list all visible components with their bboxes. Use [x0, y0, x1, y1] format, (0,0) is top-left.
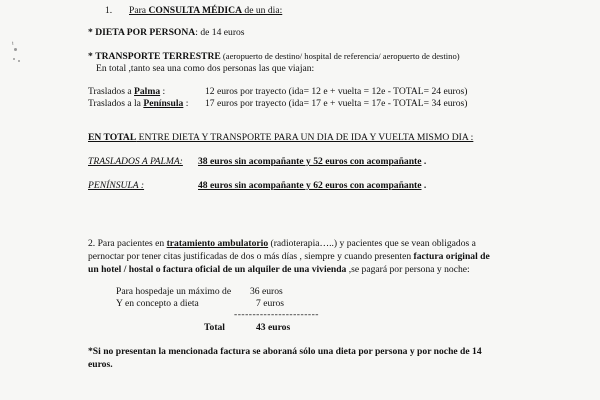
section2-line2: pernoctar por tener citas justificadas de dos o más días , siempre y cuando presenten factura original de: [88, 251, 490, 262]
dieta-line: * DIETA POR PERSONA: de 14 euros: [88, 27, 245, 38]
total-peninsula-value: 48 euros sin acompañante y 62 euros con acompañante .: [198, 180, 427, 191]
section2-line1: 2. Para pacientes en tratamiento ambulatorio (radioterapia…..) y pacientes que se vean obligados a: [88, 238, 476, 249]
total-label: Total: [204, 322, 225, 333]
separator-line: -----------------------: [234, 309, 319, 320]
scan-spot: [13, 58, 15, 60]
scan-spot: [14, 48, 17, 51]
scan-spot: [18, 60, 20, 62]
total-value: 43 euros: [256, 322, 291, 333]
dieta-concepto-value: 7 euros: [256, 298, 284, 309]
section2-line3: un hotel / hostal o factura oficial de un alquiler de una vivienda ,se pagará por persona y noche:: [88, 264, 470, 275]
footnote-line2: euros.: [88, 359, 113, 370]
scan-mark: ⁱ: [12, 40, 14, 49]
footnote-line1: *Si no presentan la mencionada factura se aboraná sólo una dieta por persona y por noche de 14: [88, 346, 482, 357]
en-total-heading: EN TOTAL ENTRE DIETA Y TRANSPORTE PARA UN DIA DE IDA Y VUELTA MISMO DIA :: [88, 132, 474, 143]
hospedaje-label: Para hospedaje un máximo de: [116, 286, 232, 297]
transporte-line: * TRANSPORTE TERRESTRE (aeropuerto de destino/ hospital de referencia/ aeropuerto de destino): [88, 51, 460, 62]
total-peninsula-label: PENÍNSULA :: [88, 180, 145, 191]
hospedaje-value: 36 euros: [250, 286, 283, 297]
traslado-palma-detail: 12 euros por trayecto (ida= 12 e + vuelta = 12e - TOTAL= 24 euros): [205, 86, 468, 97]
traslado-palma-label: Traslados a Palma :: [88, 86, 166, 97]
total-palma-value: 38 euros sin acompañante y 52 euros con acompañante .: [198, 156, 427, 167]
transporte-total-line: En total ,tanto sea una como dos personas las que viajan:: [96, 63, 315, 74]
total-palma-label: TRASLADOS A PALMA:: [88, 156, 183, 167]
traslado-peninsula-label: Traslados a la Península :: [88, 98, 189, 109]
section1-heading: 1. Para CONSULTA MÉDICA de un dia:: [105, 5, 283, 16]
dieta-concepto-label: Y en concepto a dieta: [116, 298, 199, 309]
traslado-peninsula-detail: 17 euros por trayecto (ida= 17 e + vuelta = 17e - TOTAL= 34 euros): [205, 98, 468, 109]
